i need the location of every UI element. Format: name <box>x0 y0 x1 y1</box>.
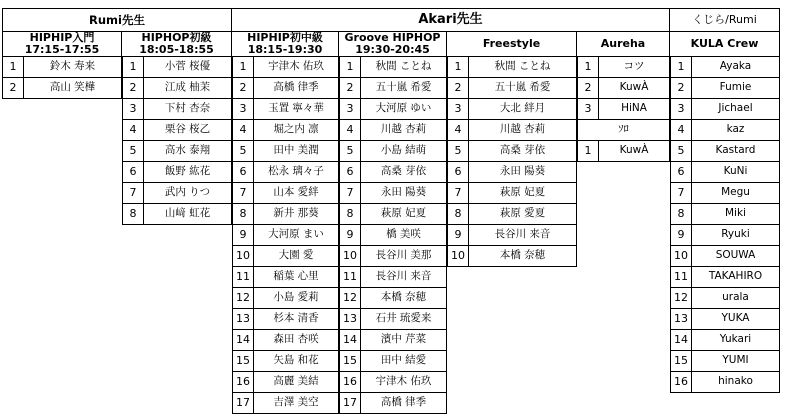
row-number: 9 <box>447 225 469 246</box>
row-number: 4 <box>232 120 254 141</box>
row-number: 14 <box>339 330 361 351</box>
row-number: 3 <box>577 99 599 120</box>
member-name: 武内 りつ <box>144 183 232 204</box>
row-number: 15 <box>232 351 254 372</box>
member-name: Jichael <box>692 99 780 120</box>
row-number: 11 <box>339 267 361 288</box>
row-number: 3 <box>339 99 361 120</box>
row-number: 8 <box>447 204 469 225</box>
member-name: KuwÀ <box>599 78 670 99</box>
row-number: 12 <box>339 288 361 309</box>
member-name: hinako <box>692 372 780 393</box>
member-name: 栗谷 桜乙 <box>144 120 232 141</box>
member-name: 矢島 和花 <box>254 351 339 372</box>
column-header <box>232 32 339 57</box>
row-number: 2 <box>577 78 599 99</box>
row-number: 3 <box>447 99 469 120</box>
row-number: 11 <box>232 267 254 288</box>
member-name: 川越 杏莉 <box>361 120 447 141</box>
member-name: 高麗 美結 <box>254 372 339 393</box>
row-number: 10 <box>232 246 254 267</box>
row-number: 5 <box>232 141 254 162</box>
row-number: 8 <box>122 204 144 225</box>
row-number: 16 <box>339 372 361 393</box>
row-number: 6 <box>339 162 361 183</box>
row-number: 2 <box>447 78 469 99</box>
row-number: 1 <box>447 57 469 78</box>
column-time: 19:30-20:45 <box>355 43 430 56</box>
row-number: 1 <box>339 57 361 78</box>
member-name: 小菅 桜優 <box>144 57 232 78</box>
member-name: コツ <box>599 57 670 78</box>
row-number: 9 <box>670 225 692 246</box>
member-name: 大河原 ゆい <box>361 99 447 120</box>
member-name: 大河原 まい <box>254 225 339 246</box>
group-header-akari: Akari先生 <box>232 8 670 32</box>
member-name: 永田 陽葵 <box>361 183 447 204</box>
row-number: 10 <box>670 246 692 267</box>
column-title: HIPHOP初級 <box>141 31 212 45</box>
row-number: 11 <box>670 267 692 288</box>
row-number: 7 <box>339 183 361 204</box>
row-number: 6 <box>232 162 254 183</box>
member-name: 玉置 寧々華 <box>254 99 339 120</box>
row-number: 5 <box>447 141 469 162</box>
member-name: 小島 結萌 <box>361 141 447 162</box>
member-name: kaz <box>692 120 780 141</box>
member-name: 宇津木 佑玖 <box>254 57 339 78</box>
member-name: 新井 那葵 <box>254 204 339 225</box>
column-header <box>577 32 670 57</box>
column-time: 18:05-18:55 <box>139 43 214 56</box>
member-name: 萩原 妃夏 <box>361 204 447 225</box>
column-title: KULA Crew <box>690 37 759 51</box>
row-number: 4 <box>670 120 692 141</box>
column-title: HIPHIP入門 <box>29 31 95 45</box>
row-number: 15 <box>339 351 361 372</box>
member-name: Ayaka <box>692 57 780 78</box>
member-name: 山﨑 虹花 <box>144 204 232 225</box>
member-name: 飯野 紘花 <box>144 162 232 183</box>
group-header-kujira: くじら/Rumi <box>670 8 780 32</box>
row-number: 10 <box>447 246 469 267</box>
member-name: 田中 美潤 <box>254 141 339 162</box>
member-name: 稲葉 心里 <box>254 267 339 288</box>
row-number: 16 <box>232 372 254 393</box>
row-number: 2 <box>339 78 361 99</box>
member-name: 永田 陽葵 <box>469 162 577 183</box>
member-name: 本橋 奈穂 <box>469 246 577 267</box>
member-name: 濱中 芹菜 <box>361 330 447 351</box>
row-number: 13 <box>232 309 254 330</box>
member-name: 高桑 芽依 <box>469 141 577 162</box>
member-name: 江成 柚茉 <box>144 78 232 99</box>
member-name: 長谷川 来音 <box>469 225 577 246</box>
row-number: 2 <box>670 78 692 99</box>
column-header <box>2 32 122 57</box>
row-number: 7 <box>232 183 254 204</box>
row-number: 1 <box>2 57 24 78</box>
row-number: 14 <box>232 330 254 351</box>
row-number: 15 <box>670 351 692 372</box>
row-number: 8 <box>339 204 361 225</box>
member-name: 長谷川 来音 <box>361 267 447 288</box>
row-number: 12 <box>232 288 254 309</box>
member-name: 松永 璃々子 <box>254 162 339 183</box>
member-name: Kastard <box>692 141 780 162</box>
member-name: 石井 琉愛来 <box>361 309 447 330</box>
member-name: 下村 杏奈 <box>144 99 232 120</box>
member-name: 秋間 ことね <box>469 57 577 78</box>
solo-label: ｿﾛ <box>577 120 670 141</box>
member-name: 高山 笑樺 <box>24 78 122 99</box>
member-name: 高水 泰翔 <box>144 141 232 162</box>
member-name: Miki <box>692 204 780 225</box>
row-number: 17 <box>232 393 254 414</box>
row-number: 4 <box>447 120 469 141</box>
member-name: TAKAHIRO <box>692 267 780 288</box>
row-number: 2 <box>2 78 24 99</box>
row-number: 1 <box>577 141 599 162</box>
member-name: KuwÀ <box>599 141 670 162</box>
member-name: YUKA <box>692 309 780 330</box>
member-name: 田中 結愛 <box>361 351 447 372</box>
member-name: 川越 杏莉 <box>469 120 577 141</box>
member-name: HiNA <box>599 99 670 120</box>
member-name: 大園 愛 <box>254 246 339 267</box>
row-number: 13 <box>670 309 692 330</box>
row-number: 1 <box>577 57 599 78</box>
member-name: YUMI <box>692 351 780 372</box>
member-name: 五十嵐 希愛 <box>469 78 577 99</box>
member-name: 森田 杏咲 <box>254 330 339 351</box>
column-header <box>122 32 232 57</box>
row-number: 5 <box>122 141 144 162</box>
column-title: Freestyle <box>482 37 541 51</box>
row-number: 8 <box>670 204 692 225</box>
member-name: 吉澤 美空 <box>254 393 339 414</box>
member-name: 小島 愛莉 <box>254 288 339 309</box>
member-name: 鈴木 寿来 <box>24 57 122 78</box>
member-name: 橋 美咲 <box>361 225 447 246</box>
member-name: Yukari <box>692 330 780 351</box>
row-number: 13 <box>339 309 361 330</box>
member-name: 山本 愛絆 <box>254 183 339 204</box>
member-name: 萩原 妃夏 <box>469 183 577 204</box>
member-name: urala <box>692 288 780 309</box>
row-number: 6 <box>670 162 692 183</box>
row-number: 9 <box>232 225 254 246</box>
column-header <box>670 32 780 57</box>
member-name: 杉本 清香 <box>254 309 339 330</box>
group-header-rumi: Rumi先生 <box>2 8 232 32</box>
column-time: 17:15-17:55 <box>24 43 100 56</box>
member-name: 五十嵐 希愛 <box>361 78 447 99</box>
row-number: 5 <box>339 141 361 162</box>
column-title: HIPHIP初中級 <box>247 31 323 45</box>
row-number: 3 <box>670 99 692 120</box>
row-number: 8 <box>232 204 254 225</box>
row-number: 16 <box>670 372 692 393</box>
row-number: 6 <box>447 162 469 183</box>
member-name: 高橋 律季 <box>361 393 447 414</box>
row-number: 6 <box>122 162 144 183</box>
row-number: 2 <box>232 78 254 99</box>
member-name: 萩原 愛夏 <box>469 204 577 225</box>
row-number: 9 <box>339 225 361 246</box>
member-name: 高橋 律季 <box>254 78 339 99</box>
row-number: 2 <box>122 78 144 99</box>
member-name: Ryuki <box>692 225 780 246</box>
row-number: 17 <box>339 393 361 414</box>
row-number: 7 <box>447 183 469 204</box>
member-name: 宇津木 佑玖 <box>361 372 447 393</box>
member-name: 堀之内 凛 <box>254 120 339 141</box>
member-name: Fumie <box>692 78 780 99</box>
row-number: 3 <box>232 99 254 120</box>
column-title: Aureha <box>600 37 646 51</box>
row-number: 4 <box>122 120 144 141</box>
column-time: 18:15-19:30 <box>247 43 323 56</box>
row-number: 14 <box>670 330 692 351</box>
member-name: 大北 絆月 <box>469 99 577 120</box>
member-name: 長谷川 美那 <box>361 246 447 267</box>
row-number: 10 <box>339 246 361 267</box>
row-number: 5 <box>670 141 692 162</box>
member-name: KuNi <box>692 162 780 183</box>
member-name: SOUWA <box>692 246 780 267</box>
column-title: Groove HIPHOP <box>344 31 441 45</box>
member-name: Megu <box>692 183 780 204</box>
row-number: 4 <box>339 120 361 141</box>
row-number: 1 <box>232 57 254 78</box>
column-header <box>447 32 577 57</box>
row-number: 1 <box>670 57 692 78</box>
member-name: 高桑 芽依 <box>361 162 447 183</box>
row-number: 7 <box>670 183 692 204</box>
column-header <box>339 32 447 57</box>
row-number: 3 <box>122 99 144 120</box>
row-number: 7 <box>122 183 144 204</box>
member-name: 本橋 奈穂 <box>361 288 447 309</box>
row-number: 1 <box>122 57 144 78</box>
row-number: 12 <box>670 288 692 309</box>
member-name: 秋間 ことね <box>361 57 447 78</box>
